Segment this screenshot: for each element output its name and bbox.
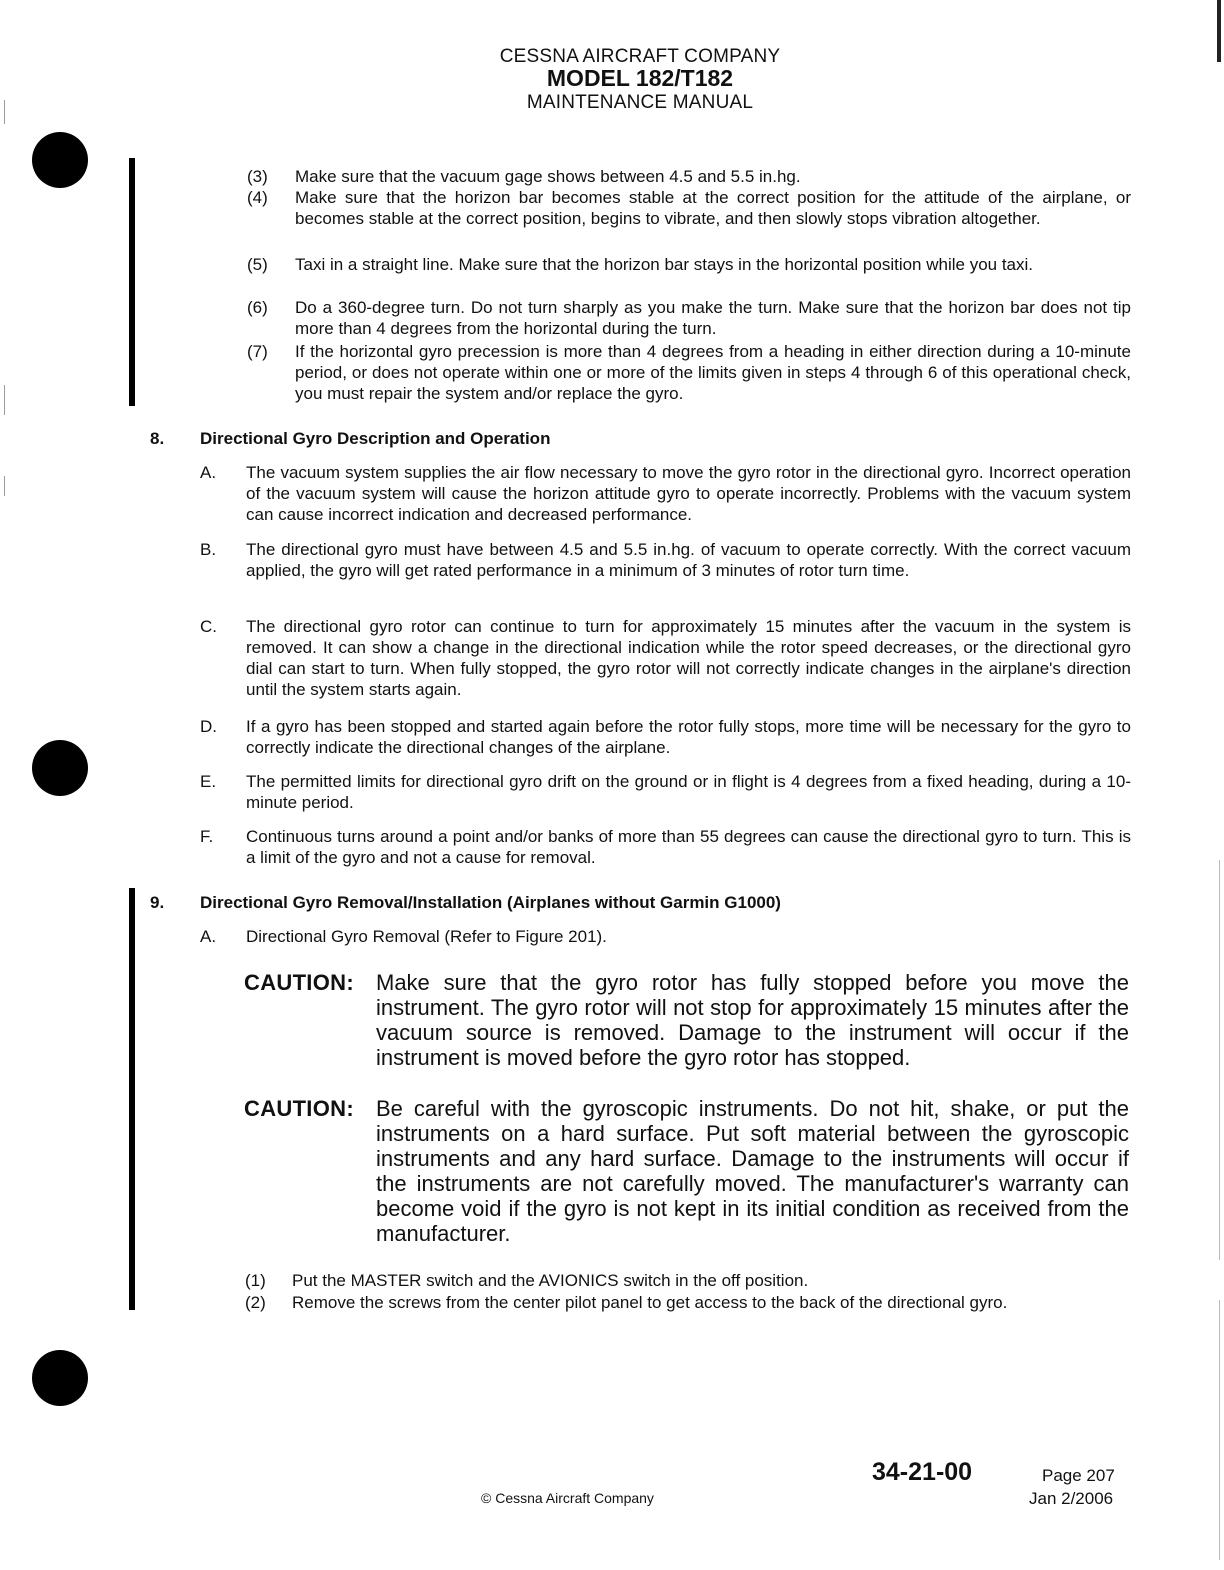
footer-date: Jan 2/2006 — [1029, 1489, 1114, 1508]
footer-copyright: © Cessna Aircraft Company — [481, 1490, 654, 1506]
item-text: The directional gyro rotor can continue to turn for approximately 15 minutes after the vacuum in the system is removed. It can show a change in the directional indication while the rotor speed decreases, or the directional gyro dial can start to turn. When fully stopped, the gyro rotor will not correctly indicate changes in the airplane's direction until the system starts again. — [246, 617, 1131, 699]
item-letter: F. — [200, 827, 214, 846]
header-company: CESSNA AIRCRAFT COMPANY — [499, 46, 781, 67]
binder-hole-bottom — [32, 1350, 88, 1406]
item-letter: E. — [200, 772, 217, 791]
step-text: Put the MASTER switch and the AVIONICS switch in the off position. — [292, 1271, 809, 1290]
step-number: (3) — [247, 167, 268, 186]
step-text: Taxi in a straight line. Make sure that the horizon bar stays in the horizontal position while you taxi. — [295, 255, 1033, 274]
scan-mark — [4, 385, 5, 415]
item-text: The permitted limits for directional gyro drift on the ground or in flight is 4 degrees from a fixed heading, during a 10-minute period. — [246, 772, 1131, 812]
binder-hole-middle — [32, 740, 88, 796]
scan-mark — [1219, 1300, 1220, 1560]
caution-label: CAUTION: — [244, 1096, 354, 1121]
header-manual: MAINTENANCE MANUAL — [526, 92, 754, 113]
step-number: (5) — [247, 255, 268, 274]
section-8-number: 8. — [150, 429, 165, 448]
item-letter: B. — [200, 540, 217, 559]
change-bar — [129, 888, 135, 1310]
step-text: Remove the screws from the center pilot panel to get access to the back of the directional gyro. — [292, 1293, 1008, 1312]
caution-label: CAUTION: — [244, 970, 354, 995]
step-number: (7) — [247, 342, 268, 361]
step-text: Make sure that the horizon bar becomes stable at the correct position for the attitude of the airplane, or becomes stable at the correct position, begins to vibrate, and then slowly stops vibration altogether. — [295, 188, 1131, 228]
footer-chapter-code: 34-21-00 — [872, 1458, 973, 1486]
step-number: (2) — [245, 1293, 266, 1312]
scan-mark — [1219, 860, 1220, 1260]
item-letter: C. — [200, 617, 217, 636]
item-letter: A. — [200, 463, 217, 482]
header-model: MODEL 182/T182 — [546, 65, 734, 91]
section-8-title: Directional Gyro Description and Operation — [200, 429, 551, 448]
section-9-title: Directional Gyro Removal/Installation (Airplanes without Garmin G1000) — [200, 893, 781, 912]
caution-text: Be careful with the gyroscopic instruments. Do not hit, shake, or put the instruments on a hard surface. Put soft material between the gyroscopic instruments and any hard surface. Damage to the instruments will occur if the instruments are not carefully moved. The manufacturer's warranty can become void if the gyro is not kept in its initial condition as received from the manufacturer. — [376, 1096, 1129, 1246]
item-text: Directional Gyro Removal (Refer to Figure 201). — [246, 927, 607, 946]
change-bar — [129, 158, 135, 406]
item-text: If a gyro has been stopped and started again before the rotor fully stops, more time will be necessary for the gyro to correctly indicate the directional changes of the airplane. — [246, 717, 1131, 757]
step-text: If the horizontal gyro precession is more than 4 degrees from a heading in either direction during a 10-minute period, or does not operate within one or more of the limits given in steps 4 through 6 of this operational check, you must repair the system and/or replace the gyro. — [295, 342, 1131, 403]
step-text: Do a 360-degree turn. Do not turn sharply as you make the turn. Make sure that the horizon bar does not tip more than 4 degrees from the horizontal during the turn. — [295, 298, 1131, 338]
item-letter: A. — [200, 927, 217, 946]
section-9-number: 9. — [150, 893, 165, 912]
item-letter: D. — [200, 717, 217, 736]
item-text: The directional gyro must have between 4.5 and 5.5 in.hg. of vacuum to operate correctly. With the correct vacuum applied, the gyro will get rated performance in a minimum of 3 minutes of rotor turn time. — [246, 540, 1131, 580]
step-number: (1) — [245, 1271, 266, 1290]
step-number: (6) — [247, 298, 268, 317]
binder-hole-top — [32, 132, 88, 188]
scan-mark — [4, 476, 5, 496]
item-text: The vacuum system supplies the air flow necessary to move the gyro rotor in the directional gyro. Incorrect operation of the vacuum system will cause the horizon attitude gyro to operate incorrectly. Problems with the vacuum system can cause incorrect indication and decreased performance. — [246, 463, 1131, 524]
footer-page-number: Page 207 — [1042, 1466, 1115, 1485]
step-number: (4) — [247, 188, 268, 207]
caution-text: Make sure that the gyro rotor has fully stopped before you move the instrument. The gyro rotor will not stop for approximately 15 minutes after the vacuum source is removed. Damage to the instrument will occur if the instrument is moved before the gyro rotor has stopped. — [376, 970, 1129, 1070]
step-text: Make sure that the vacuum gage shows between 4.5 and 5.5 in.hg. — [295, 167, 801, 186]
item-text: Continuous turns around a point and/or banks of more than 55 degrees can cause the directional gyro to turn. This is a limit of the gyro and not a cause for removal. — [246, 827, 1131, 867]
